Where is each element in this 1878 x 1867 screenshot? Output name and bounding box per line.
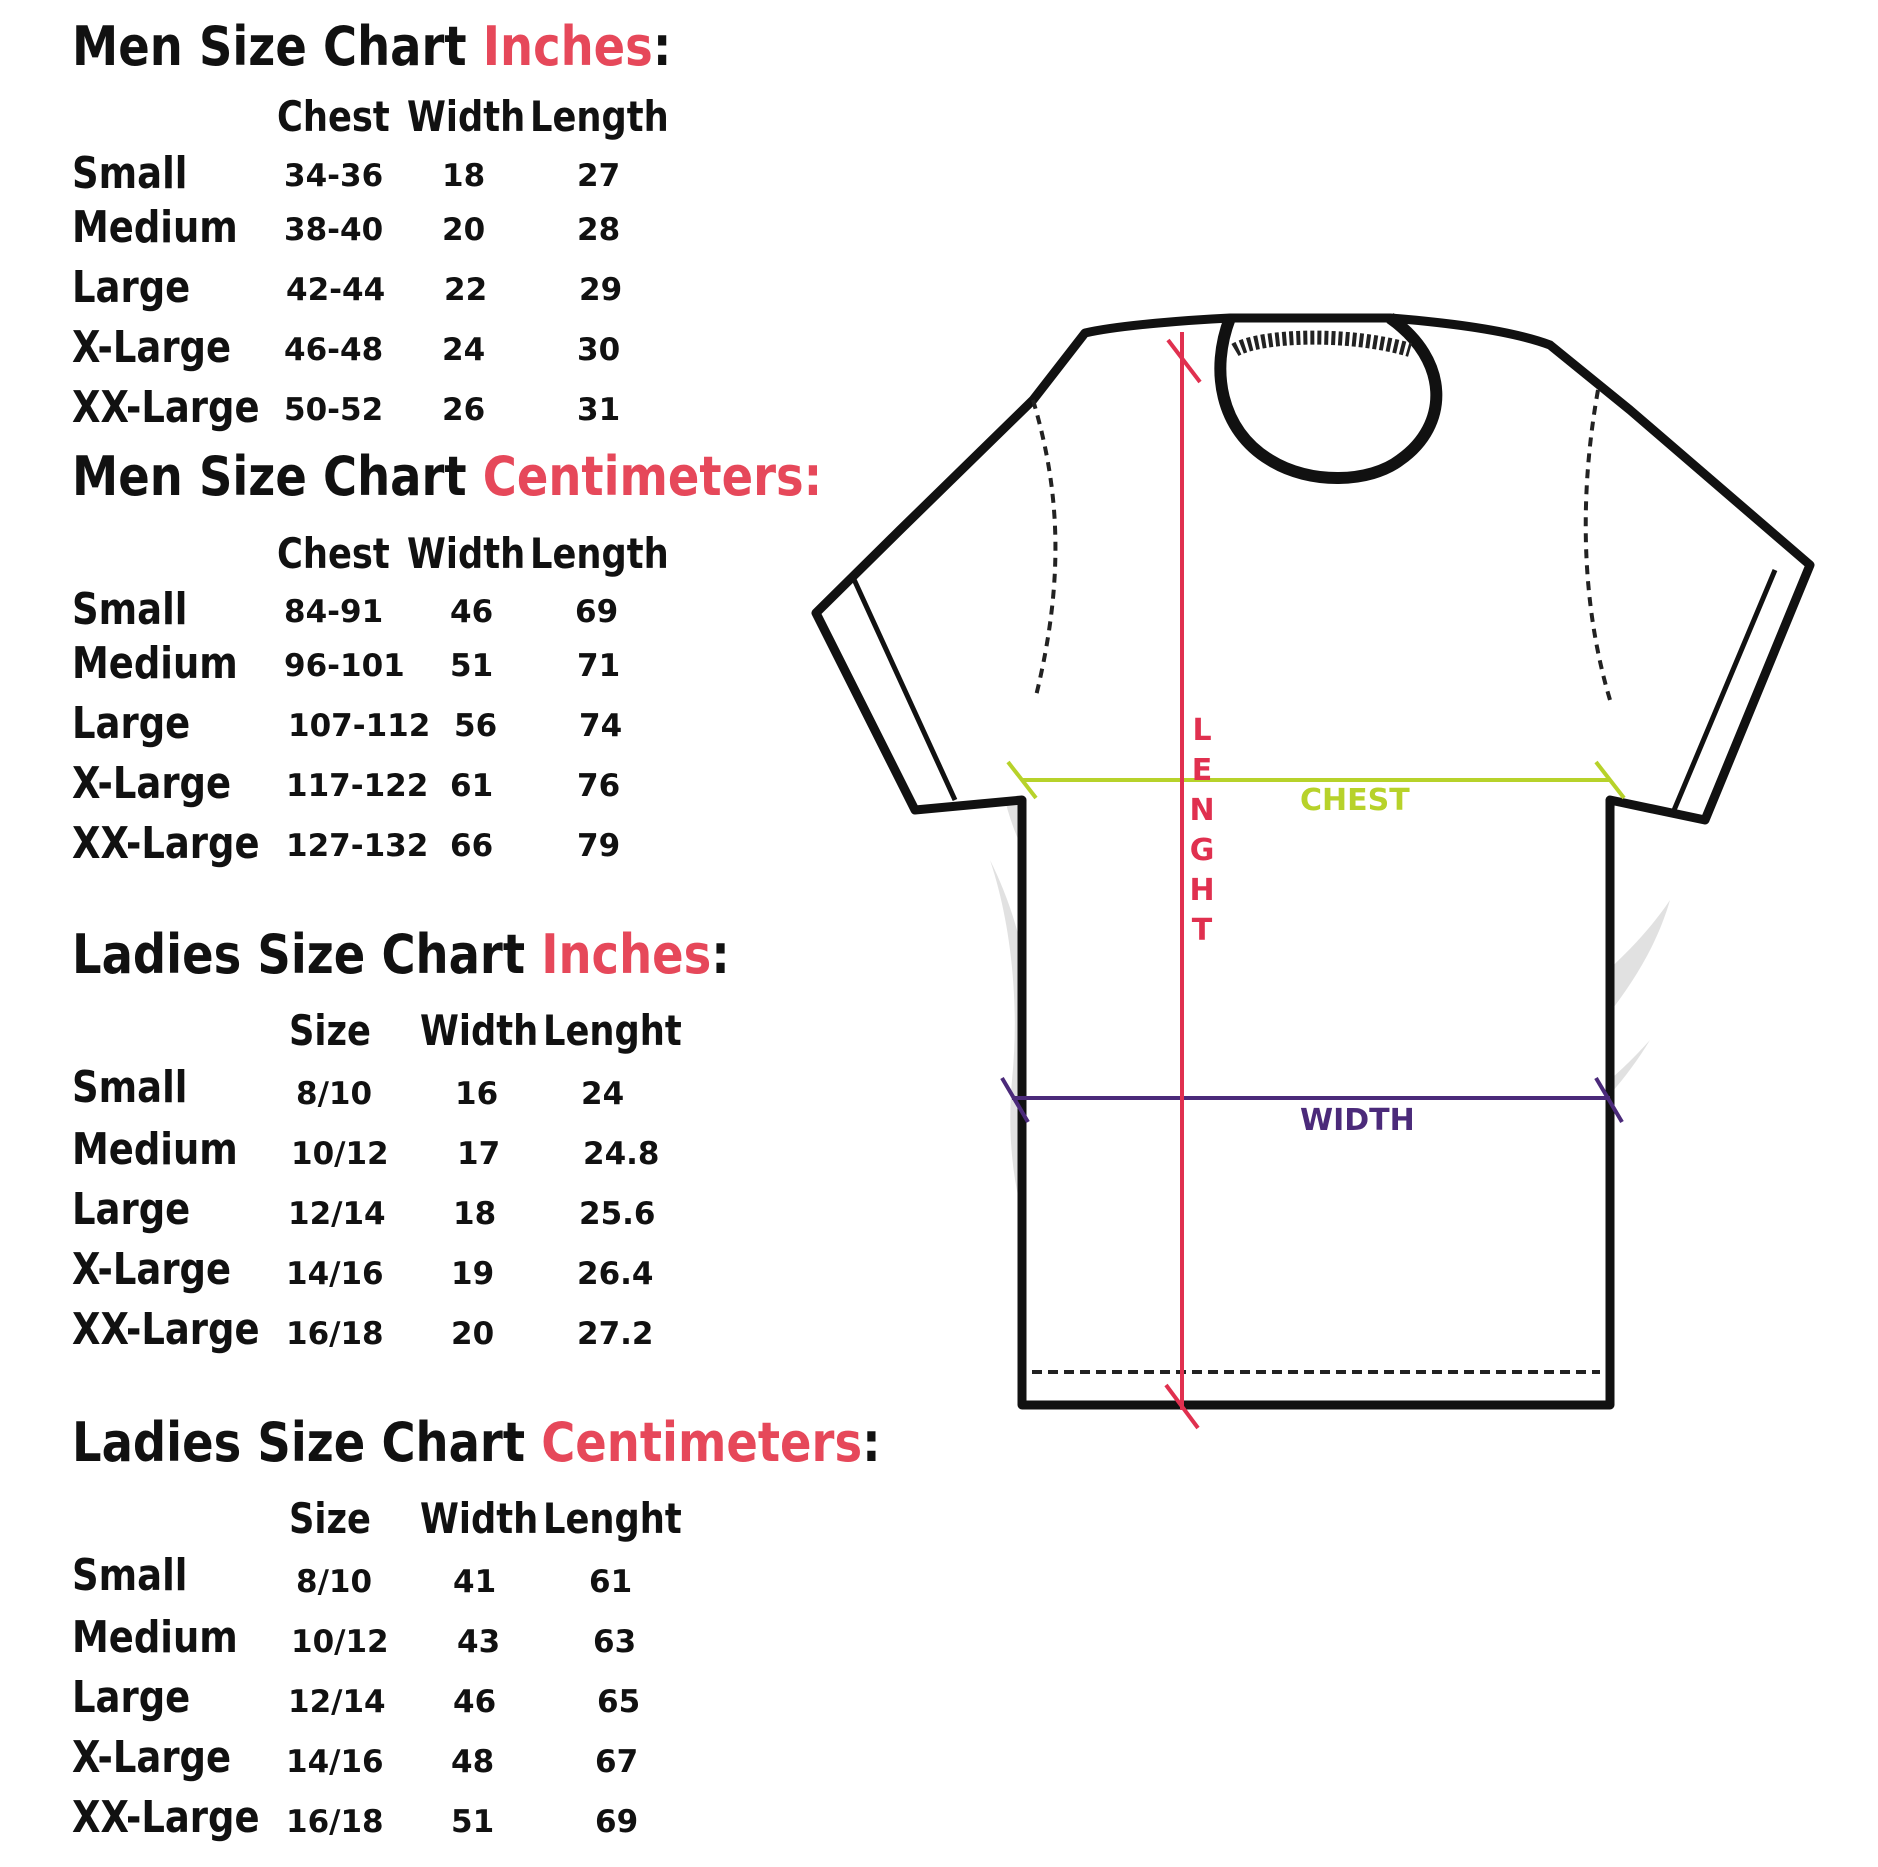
length-label-letter: L [1192,713,1212,748]
column-header-3: Lenght [543,1494,682,1543]
table-cell: 69 [575,594,619,630]
row-size-label: XX-Large [72,1792,260,1843]
table-cell: 20 [442,212,486,248]
table-cell: 14/16 [286,1744,384,1780]
table-cell: 25.6 [579,1196,656,1232]
table-cell: 43 [457,1624,501,1660]
table-cell: 16 [455,1076,499,1112]
column-header-1: Size [289,1006,371,1055]
table-cell: 76 [577,768,621,804]
column-header-2: Width [420,1006,539,1055]
table-cell: 96-101 [284,648,405,684]
table-cell: 41 [453,1564,497,1600]
table-cell: 67 [595,1744,639,1780]
column-header-1: Chest [277,92,390,141]
table-cell: 10/12 [291,1624,389,1660]
column-header-2: Width [420,1494,539,1543]
width-label: WIDTH [1300,1103,1415,1138]
row-size-label: Small [72,148,188,199]
table-cell: 8/10 [296,1076,373,1112]
table-cell: 30 [577,332,621,368]
row-size-label: Small [72,584,188,635]
table-cell: 61 [450,768,494,804]
row-size-label: X-Large [72,322,232,373]
tshirt-measurement-diagram [790,300,1850,1440]
chest-label: CHEST [1300,783,1410,818]
row-size-label: Large [72,262,191,313]
length-label-letter: N [1189,793,1215,828]
column-header-2: Width [407,92,526,141]
row-size-label: XX-Large [72,382,260,433]
table-cell: 51 [450,648,494,684]
column-header-1: Chest [277,529,390,578]
table-cell: 18 [442,158,486,194]
table-cell: 46 [450,594,494,630]
table-cell: 19 [451,1256,495,1292]
table-cell: 46 [453,1684,497,1720]
row-size-label: Medium [72,1124,238,1175]
length-label-letter: E [1191,753,1213,788]
table-cell: 84-91 [284,594,384,630]
table-cell: 71 [577,648,621,684]
length-label-letter: H [1189,873,1215,908]
table-title: Men Size Chart Inches: [72,15,672,78]
table-cell: 51 [451,1804,495,1840]
row-size-label: Large [72,698,191,749]
table-cell: 63 [593,1624,637,1660]
table-cell: 26 [442,392,486,428]
table-cell: 34-36 [284,158,384,194]
column-header-3: Lenght [543,1006,682,1055]
table-cell: 66 [450,828,494,864]
row-size-label: Medium [72,1612,238,1663]
row-size-label: Small [72,1062,188,1113]
table-cell: 50-52 [284,392,384,428]
table-cell: 56 [454,708,498,744]
table-cell: 12/14 [288,1196,386,1232]
column-header-3: Length [530,92,669,141]
row-size-label: Medium [72,638,238,689]
row-size-label: Large [72,1184,191,1235]
row-size-label: Medium [72,202,238,253]
table-cell: 74 [579,708,623,744]
table-cell: 69 [595,1804,639,1840]
row-size-label: XX-Large [72,1304,260,1355]
table-cell: 20 [451,1316,495,1352]
length-label-letter: G [1189,833,1215,868]
column-header-1: Size [289,1494,371,1543]
row-size-label: X-Large [72,1732,232,1783]
table-cell: 24.8 [583,1136,660,1172]
table-cell: 117-122 [286,768,429,804]
table-cell: 18 [453,1196,497,1232]
table-cell: 127-132 [286,828,429,864]
table-cell: 27 [577,158,621,194]
table-cell: 79 [577,828,621,864]
row-size-label: Small [72,1550,188,1601]
table-cell: 14/16 [286,1256,384,1292]
row-size-label: XX-Large [72,818,260,869]
table-cell: 24 [442,332,486,368]
table-cell: 16/18 [286,1316,384,1352]
table-title: Ladies Size Chart Centimeters: [72,1411,881,1474]
table-cell: 8/10 [296,1564,373,1600]
column-header-3: Length [530,529,669,578]
length-label-letter: T [1191,913,1213,948]
table-cell: 17 [457,1136,501,1172]
table-cell: 26.4 [577,1256,654,1292]
table-cell: 46-48 [284,332,384,368]
table-cell: 16/18 [286,1804,384,1840]
table-cell: 27.2 [577,1316,654,1352]
table-title: Men Size Chart Centimeters: [72,445,823,508]
table-title: Ladies Size Chart Inches: [72,923,730,986]
table-cell: 29 [579,272,623,308]
table-cell: 61 [589,1564,633,1600]
table-cell: 22 [444,272,488,308]
table-cell: 28 [577,212,621,248]
table-cell: 31 [577,392,621,428]
table-cell: 107-112 [288,708,431,744]
table-cell: 48 [451,1744,495,1780]
column-header-2: Width [407,529,526,578]
table-cell: 24 [581,1076,625,1112]
table-cell: 38-40 [284,212,384,248]
row-size-label: X-Large [72,758,232,809]
row-size-label: X-Large [72,1244,232,1295]
table-cell: 10/12 [291,1136,389,1172]
table-cell: 12/14 [288,1684,386,1720]
row-size-label: Large [72,1672,191,1723]
table-cell: 42-44 [286,272,386,308]
table-cell: 65 [597,1684,641,1720]
